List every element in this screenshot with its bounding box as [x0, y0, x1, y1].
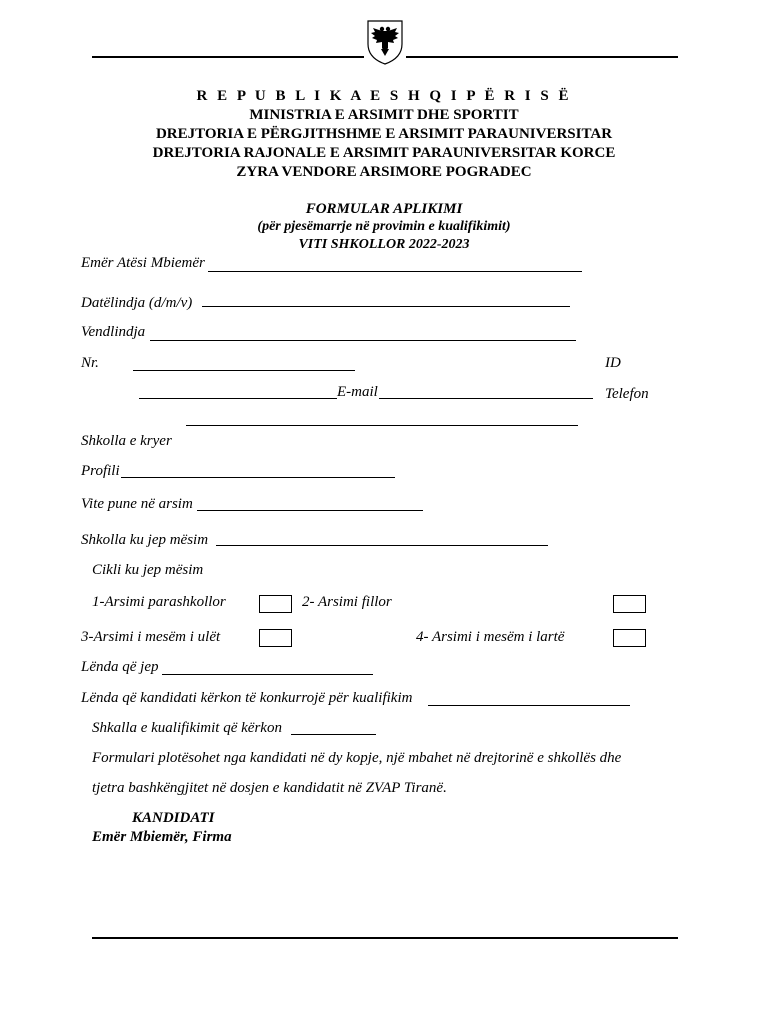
email-label: E-mail — [337, 384, 378, 400]
signature-sub: Emër Mbiemër, Firma — [92, 829, 232, 845]
qualification-level-label: Shkalla e kualifikimit që kërkon — [92, 720, 282, 736]
header-republic: R E P U B L I K A E S H Q I P Ë R I S Ë — [196, 88, 572, 104]
school-finished-label: Shkolla e kryer — [81, 433, 172, 449]
note-line-2: tjetra bashkëngjitet në dosjen e kandidatit në ZVAP Tiranë. — [92, 780, 447, 796]
option-primary-label: 2- Arsimi fillor — [302, 594, 392, 610]
form-title: FORMULAR APLIKIMI — [305, 201, 463, 217]
header-regional-directorate: DREJTORIA RAJONALE E ARSIMIT PARAUNIVERSITAR KORCE — [152, 145, 616, 161]
option-preschool-label: 1-Arsimi parashkollor — [92, 594, 226, 610]
compete-subject-label: Lënda që kandidati kërkon të konkurrojë për kualifikim — [81, 690, 413, 706]
subject-field[interactable] — [162, 674, 373, 675]
profile-label: Profili — [81, 463, 120, 479]
option-lower-secondary-checkbox[interactable] — [259, 629, 292, 647]
nr-label: Nr. — [81, 355, 99, 371]
footer-rule — [92, 937, 678, 939]
work-years-label: Vite pune në arsim — [81, 496, 193, 512]
qualification-level-field[interactable] — [291, 734, 376, 735]
signature-label: KANDIDATI — [132, 810, 215, 826]
header-rule-left — [92, 56, 364, 58]
cycle-label: Cikli ku jep mësim — [92, 562, 204, 578]
id-label: ID — [605, 355, 621, 371]
name-field[interactable] — [208, 271, 582, 272]
nr-field[interactable] — [133, 370, 355, 371]
birthplace-label: Vendlindja — [81, 324, 146, 340]
id-field[interactable] — [139, 398, 337, 399]
birthplace-field[interactable] — [150, 340, 576, 341]
option-upper-secondary-checkbox[interactable] — [613, 629, 646, 647]
form-year: VITI SHKOLLOR 2022-2023 — [298, 237, 470, 252]
header-ministry: MINISTRIA E ARSIMIT DHE SPORTIT — [249, 107, 519, 123]
option-lower-secondary-label: 3-Arsimi i mesëm i ulët — [81, 629, 221, 645]
option-upper-secondary-label: 4- Arsimi i mesëm i lartë — [416, 629, 565, 645]
birthdate-field[interactable] — [202, 306, 570, 307]
profile-field[interactable] — [121, 477, 395, 478]
albanian-coat-of-arms-icon — [365, 18, 405, 66]
header-general-directorate: DREJTORIA E PËRGJITHSHME E ARSIMIT PARAUNIVERSITAR — [155, 126, 613, 142]
birthdate-label: Datëlindja (d/m/v) — [81, 295, 193, 311]
subject-label: Lënda që jep — [81, 659, 159, 675]
phone-field[interactable] — [186, 425, 578, 426]
phone-label: Telefon — [605, 386, 649, 402]
email-field[interactable] — [379, 398, 593, 399]
note-line-1: Formulari plotësohet nga kandidati në dy kopje, një mbahet në drejtorinë e shkollës dhe — [92, 750, 622, 766]
compete-subject-field[interactable] — [428, 705, 630, 706]
work-years-field[interactable] — [197, 510, 423, 511]
option-preschool-checkbox[interactable] — [259, 595, 292, 613]
option-primary-checkbox[interactable] — [613, 595, 646, 613]
name-label: Emër Atësi Mbiemër — [81, 255, 205, 271]
header-local-office: ZYRA VENDORE ARSIMORE POGRADEC — [236, 164, 532, 180]
teaching-school-field[interactable] — [216, 545, 548, 546]
teaching-school-label: Shkolla ku jep mësim — [81, 532, 209, 548]
header-rule-right — [406, 56, 678, 58]
form-subtitle: (për pjesëmarrje në provimin e kualifikimit) — [257, 219, 511, 234]
